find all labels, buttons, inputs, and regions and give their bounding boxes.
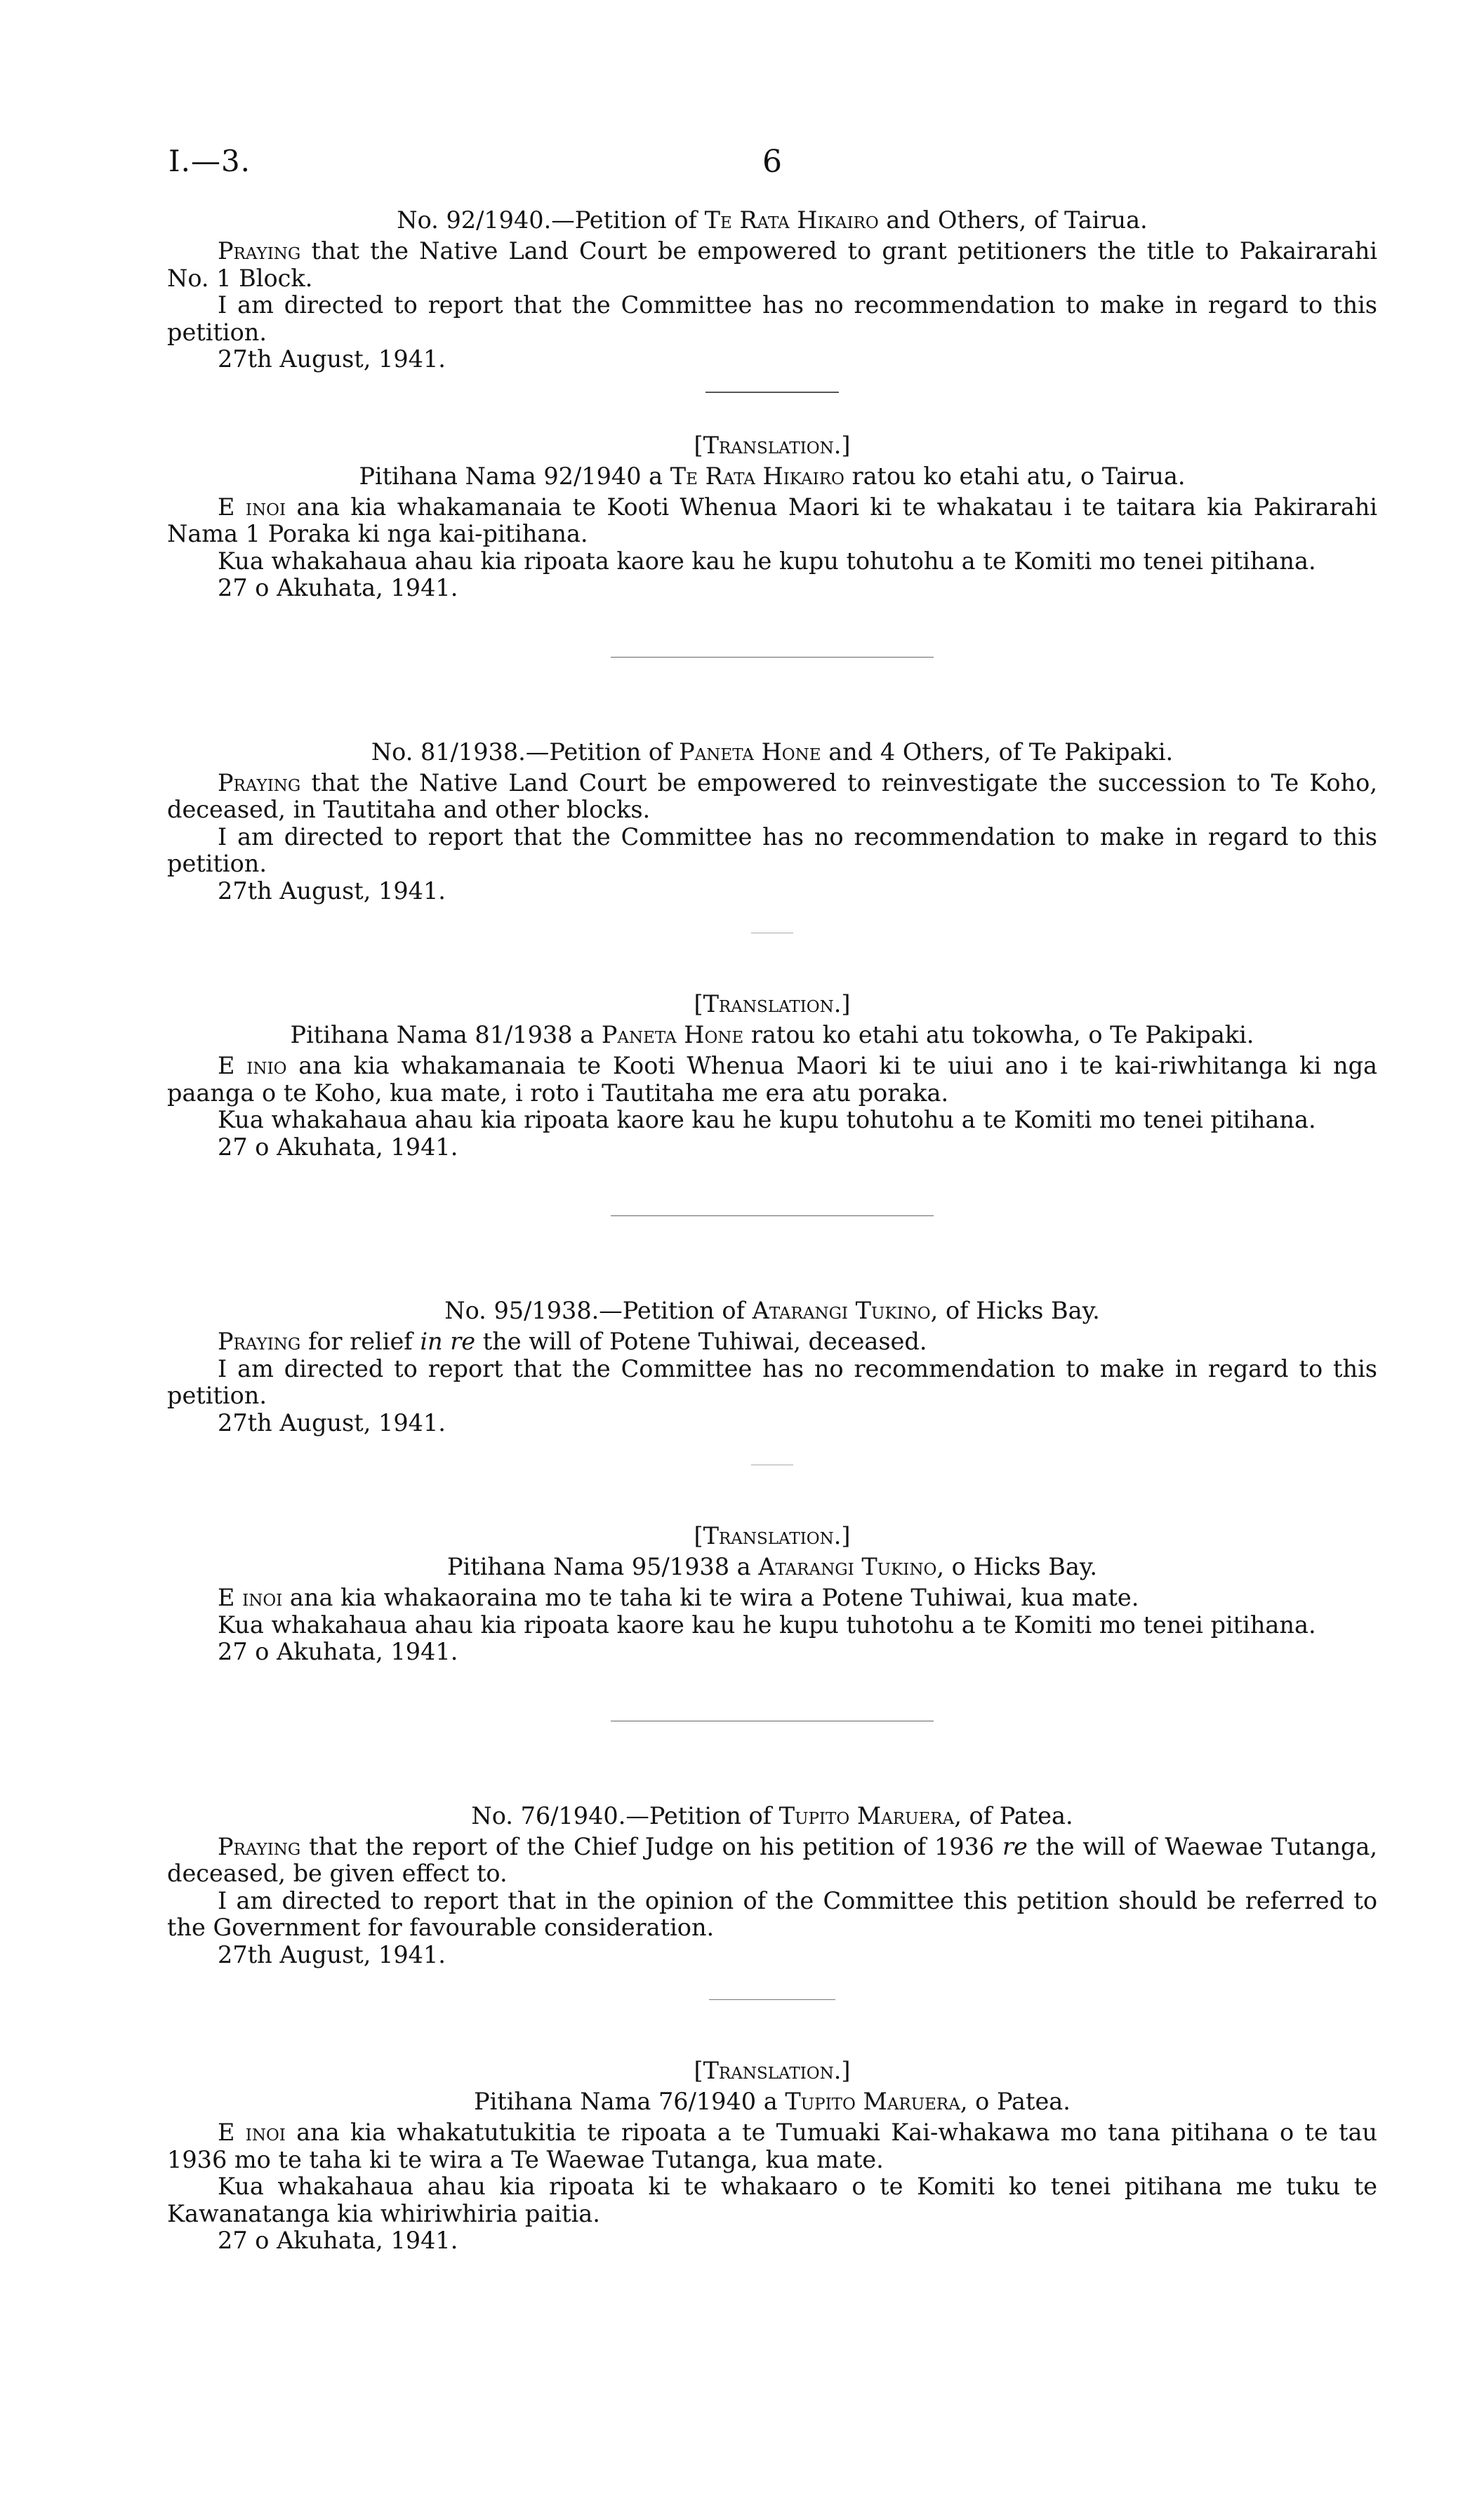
petition-heading — [167, 1803, 1377, 1829]
petition-heading — [167, 739, 1377, 766]
heading-text: , o Hicks Bay. — [936, 1553, 1097, 1580]
heading-text: and 4 Others, of Te Pakipaki. — [821, 738, 1174, 766]
praying-paragraph — [167, 1328, 1377, 1356]
inoi-lead: E inoi — [218, 1584, 283, 1611]
translation-label: [Translation.] — [694, 1522, 851, 1549]
petitioner-name: Atarangi Tukino — [758, 1553, 937, 1580]
translation-label: [Translation.] — [694, 990, 851, 1018]
praying-paragraph — [167, 770, 1377, 824]
kua-paragraph: Kua whakahaua ahau kia ripoata ki te whakaaro o te Komiti ko tenei pitihana me tuku te Kawanatanga kia whiriwhiria paitia. — [167, 2173, 1377, 2227]
translation-heading — [167, 1022, 1377, 1048]
translation-date-line: 27 o Akuhata, 1941. — [218, 574, 458, 601]
heading-text: and Others, of Tairua. — [878, 206, 1148, 234]
heading-text: No. 95/1938.—Petition of — [444, 1297, 753, 1324]
heading-text: , of Patea. — [954, 1801, 1073, 1829]
praying-text: that the Native Land Court be empowered to reinvestigate the succession to Te Koho, deceased, in Tautitaha and other blocks. — [167, 768, 1377, 823]
date-line: 27th August, 1941. — [218, 1408, 446, 1436]
heading-text: Pitihana Nama 95/1938 a — [447, 1553, 759, 1580]
translation-label: [Translation.] — [694, 431, 851, 459]
petitioner-name: Te Rata Hikairo — [704, 206, 879, 234]
latin-phrase: re — [1002, 1832, 1028, 1860]
praying-text: the will of Waewae Tutanga, deceased, be given effect to. — [167, 1832, 1377, 1887]
heading-text: Pitihana Nama 92/1940 a — [359, 462, 670, 490]
translation-date-line: 27 o Akuhata, 1941. — [218, 1638, 458, 1665]
petitioner-name: Tupito Maruera — [779, 1801, 955, 1829]
direction-paragraph: I am directed to report that in the opinion of the Committee this petition should be referred to the Government for favourable consideration. — [167, 1886, 1377, 1941]
praying-text: for relief — [300, 1328, 420, 1355]
petitioner-name: Paneta Hone — [601, 1021, 744, 1048]
heading-text: , o Patea. — [960, 2088, 1071, 2115]
translation-date-line: 27 o Akuhata, 1941. — [218, 1133, 458, 1161]
latin-phrase: in re — [420, 1328, 476, 1355]
petition-section-92-1940 — [167, 207, 1377, 658]
inoi-lead: E inio — [218, 1052, 287, 1079]
petitioner-name: Atarangi Tukino — [752, 1297, 931, 1324]
direction-paragraph: I am directed to report that the Committee has no recommendation to make in regard to this petition. — [167, 1354, 1377, 1409]
heading-text: ratou ko etahi atu tokowha, o Te Pakipaki. — [743, 1021, 1254, 1048]
heading-text: Pitihana Nama 76/1940 a — [474, 2088, 786, 2115]
praying-paragraph — [167, 1834, 1377, 1888]
praying-paragraph — [167, 238, 1377, 292]
inoi-text: ana kia whakaoraina mo te taha ki te wira a Potene Tuhiwai, kua mate. — [282, 1584, 1139, 1611]
petition-heading — [167, 1298, 1377, 1324]
inoi-paragraph — [167, 1053, 1377, 1107]
petitioner-name: Te Rata Hikairo — [670, 462, 844, 490]
heading-text: Pitihana Nama 81/1938 a — [290, 1021, 602, 1048]
heading-text: ratou ko etahi atu, o Tairua. — [844, 462, 1186, 490]
praying-lead: Praying — [218, 768, 301, 796]
praying-lead: Praying — [218, 237, 301, 265]
kua-paragraph: Kua whakahaua ahau kia ripoata kaore kau he kupu tohutohu a te Komiti mo tenei pitihana. — [218, 547, 1316, 575]
divider-rule — [709, 1999, 835, 2000]
translation-heading — [167, 463, 1377, 490]
praying-lead: Praying — [218, 1328, 301, 1355]
page-content — [167, 207, 1377, 2255]
page-number: 6 — [762, 144, 782, 180]
date-line: 27th August, 1941. — [218, 345, 446, 373]
petitioner-name: Tupito Maruera — [785, 2088, 960, 2115]
divider-rule — [705, 392, 839, 393]
petition-section-95-1938 — [167, 1298, 1377, 1721]
petition-heading — [167, 207, 1377, 234]
date-line: 27th August, 1941. — [218, 1940, 446, 1968]
praying-lead: Praying — [218, 1832, 301, 1860]
inoi-paragraph — [167, 1585, 1377, 1612]
kua-paragraph: Kua whakahaua ahau kia ripoata kaore kau he kupu tohutohu a te Komiti mo tenei pitihana. — [218, 1106, 1316, 1133]
translation-heading — [167, 2088, 1377, 2115]
translation-date-line: 27 o Akuhata, 1941. — [218, 2227, 458, 2254]
petition-section-81-1938 — [167, 739, 1377, 1217]
inoi-paragraph — [167, 494, 1377, 548]
direction-paragraph: I am directed to report that the Committee has no recommendation to make in regard to this petition. — [167, 822, 1377, 877]
section-divider — [611, 1215, 934, 1216]
inoi-text: ana kia whakamanaia te Kooti Whenua Maori ki te whakatau i te taitara kia Pakirarahi Nama 1 Poraka ki nga kai-pitihana. — [167, 493, 1377, 547]
heading-text: No. 92/1940.—Petition of — [397, 206, 705, 234]
direction-paragraph: I am directed to report that the Committee has no recommendation to make in regard to this petition. — [167, 291, 1377, 346]
kua-paragraph: Kua whakahaua ahau kia ripoata kaore kau he kupu tuhotohu a te Komiti mo tenei pitihana. — [218, 1611, 1316, 1639]
praying-text: that the report of the Chief Judge on his petition of 1936 — [300, 1832, 1002, 1860]
inoi-lead: E inoi — [218, 2119, 286, 2146]
inoi-paragraph — [167, 2119, 1377, 2173]
translation-heading — [167, 1554, 1377, 1580]
praying-text: that the Native Land Court be empowered to grant petitioners the title to Pakairarahi No. 1 Block. — [167, 237, 1377, 292]
translation-label: [Translation.] — [694, 2057, 851, 2084]
page-header — [168, 144, 1376, 193]
date-line: 27th August, 1941. — [218, 876, 446, 905]
heading-text: No. 76/1940.—Petition of — [471, 1801, 779, 1829]
section-divider — [611, 657, 934, 658]
heading-text: , of Hicks Bay. — [930, 1297, 1100, 1324]
praying-text: the will of Potene Tuhiwai, deceased. — [475, 1328, 927, 1355]
inoi-lead: E inoi — [218, 493, 286, 521]
petition-section-76-1940 — [167, 1803, 1377, 2255]
inoi-text: ana kia whakamanaia te Kooti Whenua Maori ki te uiui ano i te kai-riwhitanga ki nga paanga o te Koho, kua mate, i roto i Tautitaha me era atu poraka. — [167, 1052, 1377, 1107]
heading-text: No. 81/1938.—Petition of — [371, 738, 680, 766]
inoi-text: ana kia whakatutukitia te ripoata a te Tumuaki Kai-whakawa mo tana pitihana o te tau 1936 mo te taha ki te wira a Te Waewae Tutanga, kua mate. — [167, 2119, 1378, 2173]
petitioner-name: Paneta Hone — [679, 738, 821, 766]
document-reference: I.—3. — [168, 144, 251, 178]
